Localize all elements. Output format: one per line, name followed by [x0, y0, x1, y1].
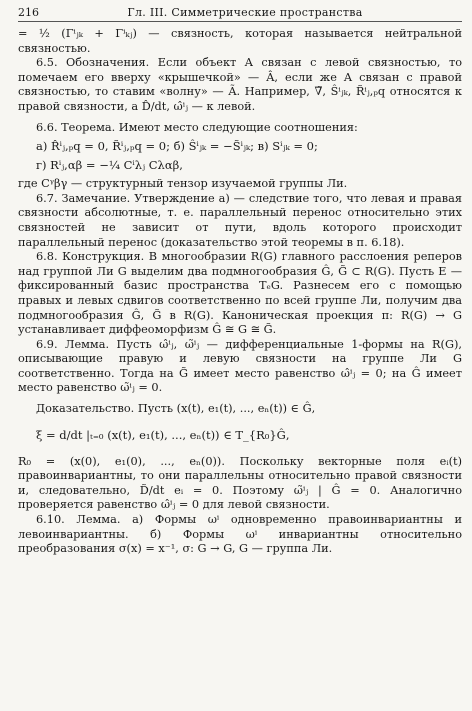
section-6-10-lemma: 6.10. Лемма. а) Формы ωⁱ одновременно правоинвариантны и левоинвариантны. б) Формы ωⁱ инвариантны относительно преобразования σ(x) = x⁻¹, σ: G → G, G — группа Ли.	[18, 513, 462, 556]
section-6-8-construction: 6.8. Конструкция. В многообразии R(G) главного расслоения реперов над группой Ли G выделим два подмногообразия Ĝ, G̃ ⊂ R(G). Пусть E — фиксированный базис пространства TₑG. Разнесем его с помощью правых и левых сдвигов соответственно по всей группе Ли, получим два подмногообразия Ĝ, G̃ в R(G). Каноническая проекция π: R(G) → G устанавливает диффеоморфизм Ĝ ≅ G ≅ G̃.	[18, 250, 462, 337]
running-header	[18, 6, 462, 22]
section-6-6-theorem: 6.6. Теорема. Имеют место следующие соотношения:	[36, 120, 358, 134]
section-6-7-remark: 6.7. Замечание. Утверждение а) — следствие того, что левая и правая связности абсолютные, т. е. параллельный перенос относительно этих связностей не зависит от пути, вдоль которого происходит параллельный перенос (доказательство этой теоремы в п. 6.18).	[18, 191, 462, 249]
equation-g: г) Rⁱⱼ,αβ = −¼ Cⁱλⱼ Cλαβ,	[36, 158, 183, 173]
equation-xi-text: ξ = d/dt |ₜ₌₀ (x(t), e₁(t), ..., eₙ(t)) ∈ T_{R₀}Ĝ,	[36, 428, 290, 443]
paragraph-neutral-connection: = ½ (Γⁱⱼₖ + Γⁱₖⱼ) — связность, которая называется нейтральной связностью.	[18, 27, 462, 55]
chapter-title: Гл. III. Симметрические пространства	[127, 6, 363, 19]
section-6-9-lemma: 6.9. Лемма. Пусть ω̂ⁱⱼ, ω̃ⁱⱼ — дифференциальные 1-формы на R(G), описывающие правую и левую связности на группе Ли G соответственно. Тогда на G̃ имеет место равенство ω̂ⁱⱼ = 0; на Ĝ имеет место равенство ω̃ⁱⱼ = 0.	[18, 337, 462, 395]
page-number: 216	[18, 6, 39, 19]
section-6-5-notation: 6.5. Обозначения. Если объект A связан с левой связностью, то помечаем его вверху «крышечкой» — Â, если же A связан с правой связностью, то ставим «волну» — Ã. Например, ∇̃, Ŝⁱⱼₖ, R̃ⁱⱼ,ₚq относятся к правой связности, а D̂/dt, ω̂ⁱⱼ — к левой.	[18, 56, 462, 113]
equation-a-b-c: а) R̂ⁱⱼ,ₚq = 0, R̃ⁱⱼ,ₚq = 0; б) Ŝⁱⱼₖ = −S̃ⁱⱼₖ; в) Sⁱⱼₖ = 0;	[36, 139, 318, 154]
paragraph-r0: R₀ = (x(0), e₁(0), ..., eₙ(0)). Поскольку векторные поля eᵢ(t) правоинвариантны, то они параллельны относительно правой связности и, следовательно, D̃/dt eᵢ = 0. Поэтому ω̃ⁱⱼ | Ĝ = 0. Аналогично проверяется равенство ω̂ⁱⱼ = 0 для левой связности.	[18, 454, 462, 512]
equation-xi	[36, 421, 462, 451]
proof-heading: Доказательство. Пусть (x(t), e₁(t), ..., eₙ(t)) ∈ Ĝ,	[36, 402, 316, 416]
paragraph-structure-tensor: где Cᵞβγ — структурный тензор изучаемой группы Ли.	[18, 177, 348, 191]
